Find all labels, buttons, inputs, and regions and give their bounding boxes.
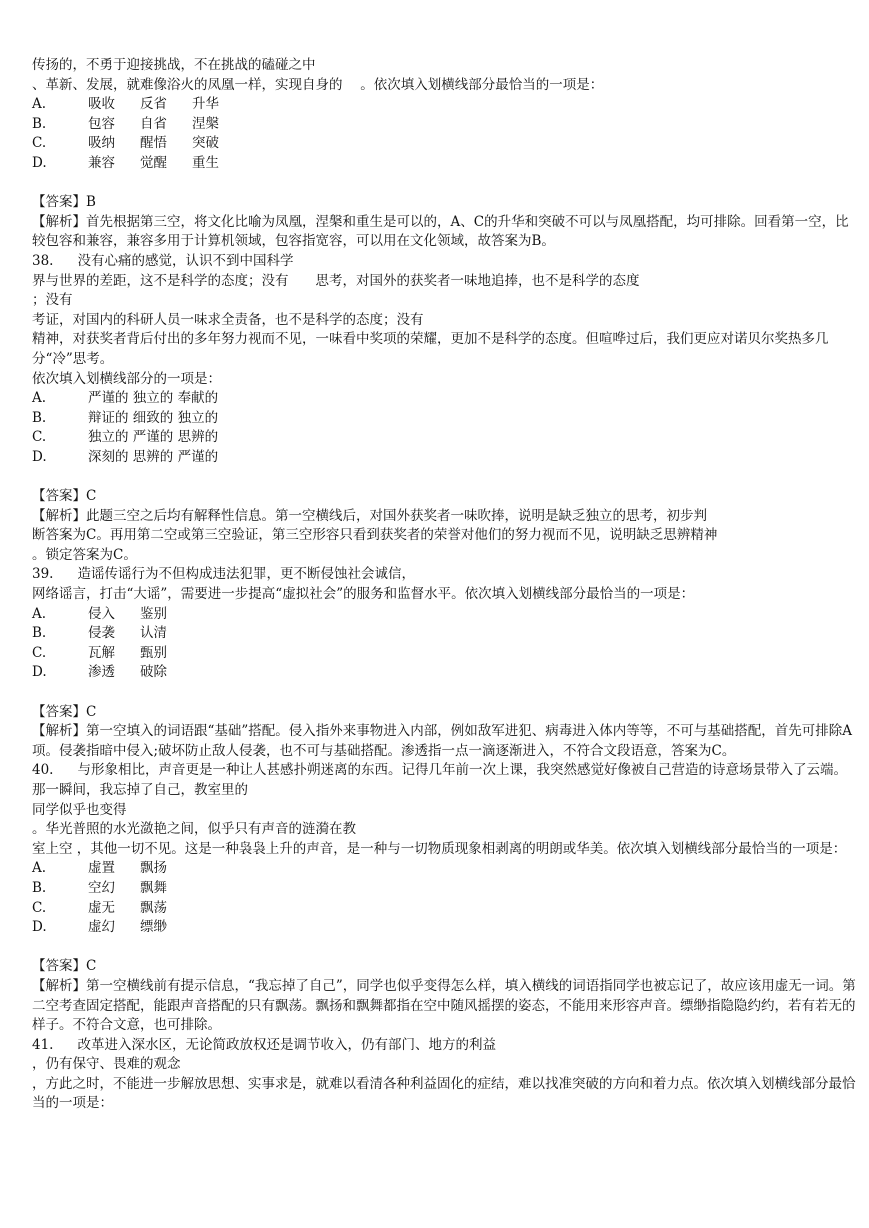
q41-line3: ，方此之时，不能进一步解放思想、实事求是，就难以看清各种利益固化的症结，难以找准突破的方向和着力点。依次填入划横线部分最恰当的一项是： <box>32 1075 856 1112</box>
q37-option-d: D. 兼容 觉醒 重生 <box>32 154 219 171</box>
q37-line2: 、革新、发展，就难像浴火的凤凰一样，实现自身的 。依次填入划横线部分最恰当的一项是： <box>32 76 604 93</box>
q41-line2: ，仍有保守、畏难的观念 <box>32 1056 181 1073</box>
q41-line1: 41. 改革进入深水区，无论简政放权还是调节收入，仍有部门、地方的利益 <box>32 1036 496 1053</box>
q37-analysis: 【解析】首先根据第三空，将文化比喻为凤凰，涅槃和重生是可以的，A、C的升华和突破不可以与凤凰搭配，均可排除。回看第一空，比较包容和兼容，兼容多用于计算机领域，包容指宽容，可以用在文化领域，故答案为B。 <box>32 213 849 250</box>
q40-option-d: D. 虚幻 缥缈 <box>32 919 167 936</box>
q38-line3: ；没有 <box>32 292 73 309</box>
q40-answer: 【答案】C <box>32 958 97 975</box>
q39-option-b: B. 侵袭 认清 <box>32 625 167 642</box>
q38-analysis-3: 。锁定答案为C。 <box>32 546 137 563</box>
q40-line3: 。华光普照的水光潋艳之间，似乎只有声音的涟漪在教 <box>32 821 356 838</box>
q39-line1: 39. 造谣传谣行为不但构成违法犯罪，更不断侵蚀社会诚信， <box>32 566 415 583</box>
q38-analysis-1: 【解析】此题三空之后均有解释性信息。第一空横线后，对国外获奖者一味吹捧，说明是缺乏独立的思考，初步判 <box>32 507 707 524</box>
q38-answer: 【答案】C <box>32 488 97 505</box>
q40-analysis: 【解析】第一空横线前有提示信息，“我忘掉了自己”，同学也似乎变得怎么样，填入横线的词语指同学也被忘记了，故应该用虚无一词。第二空考查固定搭配，能跟声音搭配的只有飘荡。飘扬和飘舞都指在空中随风摇摆的姿态，不能用来形容声音。缥缈指隐隐约约，若有若无的样子。不符合文意，也可排除。 <box>32 977 856 1034</box>
q38-analysis-2: 断答案为C。再用第二空或第三空验证，第三空形容只看到获奖者的荣誉对他们的努力视而不见，说明缺乏思辨精神 <box>32 527 718 544</box>
q40-option-a: A. 虚置 飘扬 <box>32 860 167 877</box>
q40-line4: 室上空 ，其他一切不见。这是一种袅袅上升的声音，是一种与一切物质现象相剥离的明朗或华美。依次填入划横线部分最恰当的一项是： <box>32 840 847 857</box>
q37-option-b: B. 包容 自省 涅槃 <box>32 115 219 132</box>
q37-option-c: C. 吸纳 醒悟 突破 <box>32 135 219 152</box>
q38-line5: 精神，对获奖者背后付出的多年努力视而不见，一味看中奖项的荣耀，更加不是科学的态度。但喧哗过后，我们更应对诺贝尔奖热多几分“冷”思考。 <box>32 331 829 367</box>
q39-option-a: A. 侵入 鉴别 <box>32 605 167 622</box>
q39-option-c: C. 瓦解 甄别 <box>32 644 167 661</box>
q38-line4: 考证，对国内的科研人员一味求全责备，也不是科学的态度；没有 <box>32 311 424 328</box>
q39-line2: 网络谣言，打击“大谣”，需要进一步提高“虚拟社会”的服务和监督水平。依次填入划横线部分最恰当的一项是： <box>32 586 695 603</box>
q40-option-b: B. 空幻 飘舞 <box>32 879 167 896</box>
q38-line6: 依次填入划横线部分的一项是： <box>32 370 221 387</box>
q38-option-b: B. 辩证的 细致的 独立的 <box>32 409 219 426</box>
q40-option-c: C. 虚无 飘荡 <box>32 899 167 916</box>
q38-option-c: C. 独立的 严谨的 思辨的 <box>32 429 219 446</box>
q37-option-a: A. 吸收 反省 升华 <box>32 96 219 113</box>
q38-option-d: D. 深刻的 思辨的 严谨的 <box>32 448 219 465</box>
q39-option-d: D. 渗透 破除 <box>32 664 167 681</box>
q38-line1: 38. 没有心痛的感觉，认识不到中国科学 <box>32 252 294 269</box>
document-page <box>32 56 860 1114</box>
q39-analysis: 【解析】第一空填入的词语跟“基础”搭配。侵入指外来事物进入内部，例如敌军进犯、病毒进入体内等等，不可与基础搭配，首先可排除A项。侵袭指暗中侵入;破坏防止敌人侵袭，也不可与基础搭配。渗透指一点一滴逐渐进入，不符合文段语意，答案为C。 <box>32 723 853 759</box>
q39-answer: 【答案】C <box>32 703 97 720</box>
q38-line2: 界与世界的差距，这不是科学的态度；没有 思考，对国外的获奖者一味地追捧，也不是科学的态度 <box>32 272 640 289</box>
q37-answer: 【答案】B <box>32 194 96 211</box>
q37-line1: 传扬的，不勇于迎接挑战，不在挑战的磕碰之中 <box>32 57 316 73</box>
q38-option-a: A. 严谨的 独立的 奉献的 <box>32 390 219 407</box>
q40-line2: 同学似乎也变得 <box>32 801 127 818</box>
q40-line1: 40. 与形象相比，声音更是一种让人甚感扑朔迷离的东西。记得几年前一次上课，我突然感觉好像被自己营造的诗意场景带入了云端。那一瞬间，我忘掉了自己，教室里的 <box>32 762 847 798</box>
